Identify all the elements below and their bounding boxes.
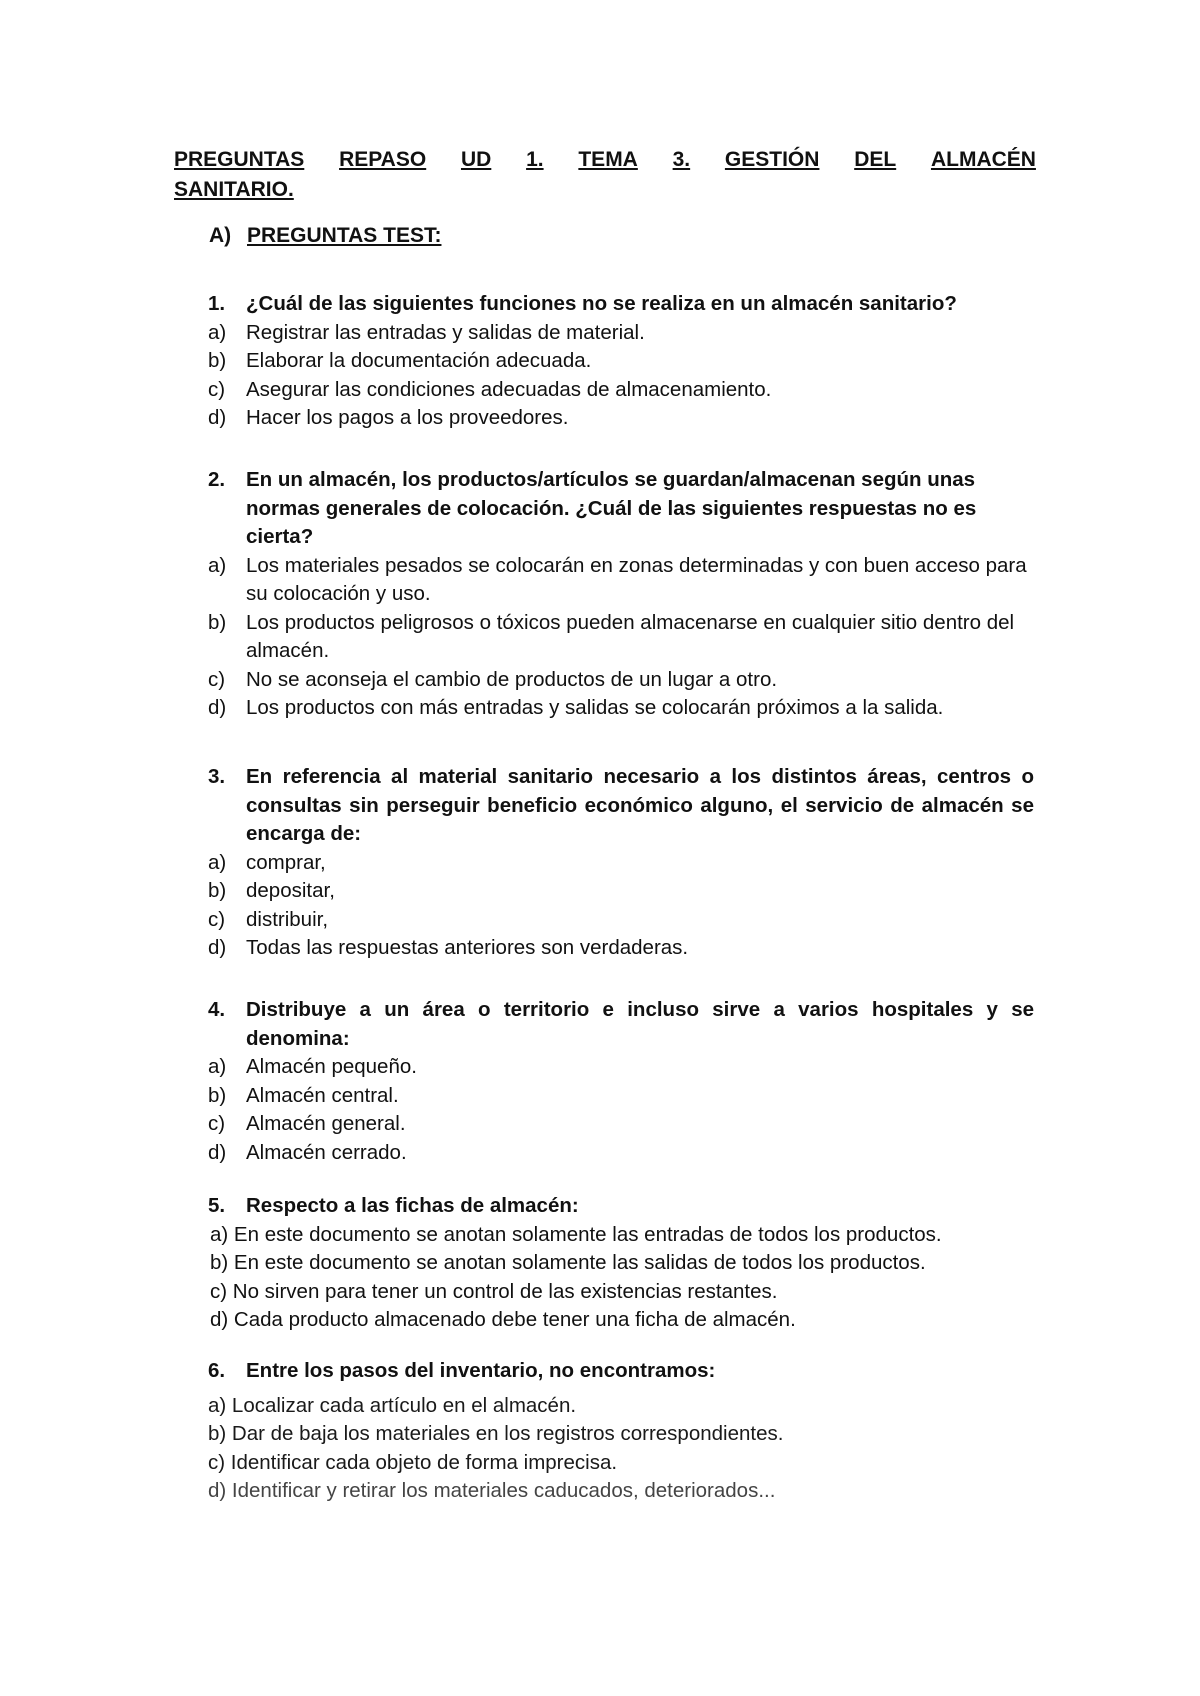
option-text: Almacén pequeño. [246,1055,417,1078]
option-list [208,552,1034,723]
question-number: 6. [208,1359,226,1382]
option-c: c) No sirven para tener un control de las existencias restantes. [210,1279,778,1303]
option-d [208,694,1034,723]
question-text: ¿Cuál de las siguientes funciones no se realiza en un almacén sanitario? [246,292,957,315]
option-text: Almacén general. [246,1112,406,1135]
option-text: Asegurar las condiciones adecuadas de almacenamiento. [246,377,772,401]
option-text: Elaborar la documentación adecuada. [246,349,592,372]
option-letter: b) [208,610,227,634]
question-text: Entre los pasos del inventario, no encontramos: [246,1359,716,1382]
option-text: Almacén cerrado. [246,1140,407,1164]
option-d [208,934,1034,963]
option-letter: c) [208,1112,226,1135]
question-text: Distribuye a un área o territorio e incluso sirve a varios hospitales y se denomina: [246,998,1034,1050]
option-b: b) En este documento se anotan solamente las salidas de todos los productos. [210,1251,926,1274]
question-header [208,763,1034,849]
title-word: UD [460,148,492,171]
option-letter: c) [208,667,226,691]
question-4 [208,996,1034,1167]
title-word: 1. [526,148,544,171]
title-line-2: SANITARIO. [174,178,294,201]
question-6 [208,1357,1034,1506]
option-letter: b) [208,879,227,902]
question-number: 2. [208,468,226,491]
title-word: DEL [854,148,897,171]
option-text: Todas las respuestas anteriores son verdaderas. [246,936,689,959]
option-c [208,666,1034,695]
option-b [208,1082,1034,1111]
question-number: 1. [208,292,226,315]
question-text: En un almacén, los productos/artículos se guardan/almacenan según unas normas generales de colocación. ¿Cuál de las siguientes respuestas no es cierta? [246,468,977,548]
section-letter: A) [209,224,232,247]
question-header [208,1357,1034,1386]
document-title [174,145,1036,205]
option-letter: b) [208,1083,227,1107]
option-letter: a) [208,850,227,874]
question-1 [208,290,1034,433]
option-text: Los materiales pesados se colocarán en zonas determinadas y con buen acceso para su colocación y uso. [246,553,1027,605]
option-b: b) Dar de baja los materiales en los registros correspondientes. [208,1422,784,1445]
option-a: a) Localizar cada artículo en el almacén. [208,1393,577,1417]
option-letter: d) [208,936,227,959]
title-line-1 [174,145,1036,175]
title-word: REPASO [339,148,427,171]
option-a [208,849,1034,878]
option-d: d) Cada producto almacenado debe tener una ficha de almacén. [210,1308,796,1331]
option-text: distribuir, [246,907,329,931]
title-word: ALMACÉN [930,148,1036,171]
option-text: comprar, [246,850,326,874]
option-b [208,609,1034,666]
option-letter: a) [208,553,227,577]
option-d [208,404,1034,433]
section-heading [209,222,441,250]
title-word: 3. [672,148,691,171]
option-d: d) Identificar y retirar los materiales caducados, deteriorados... [208,1479,776,1502]
question-5 [208,1192,1034,1335]
question-header [208,996,1034,1053]
question-3 [208,763,1034,963]
option-text: depositar, [246,879,335,902]
option-c [208,376,1034,405]
question-header [208,1192,1034,1221]
option-letter: c) [208,907,226,931]
title-word: PREGUNTAS [174,148,305,171]
option-letter: c) [208,377,226,401]
option-a [208,319,1034,348]
question-number: 5. [208,1194,226,1217]
question-header [208,466,1034,552]
option-a [208,552,1034,609]
option-c [208,1110,1034,1139]
question-text: En referencia al material sanitario necesario a los distintos áreas, centros o consultas sin perseguir beneficio económico alguno, el servicio de almacén se encarga de: [246,765,1034,845]
option-text: Almacén central. [246,1083,399,1107]
option-list [208,1053,1034,1167]
option-text: Los productos peligrosos o tóxicos pueden almacenarse en cualquier sitio dentro del almacén. [246,610,1015,662]
option-a [208,1053,1034,1082]
option-letter: d) [208,1140,227,1164]
option-letter: a) [208,320,227,344]
option-c [208,906,1034,935]
question-number: 4. [208,998,226,1021]
option-b [208,347,1034,376]
question-text: Respecto a las fichas de almacén: [246,1194,579,1217]
section-label: PREGUNTAS TEST: [247,224,442,247]
option-text: Los productos con más entradas y salidas se colocarán próximos a la salida. [246,696,944,719]
option-d [208,1139,1034,1168]
option-letter: b) [208,349,227,372]
title-word: GESTIÓN [724,148,820,171]
option-c: c) Identificar cada objeto de forma imprecisa. [208,1450,618,1474]
question-number: 3. [208,765,226,788]
option-text: No se aconseja el cambio de productos de un lugar a otro. [246,667,778,691]
option-list [208,849,1034,963]
question-2 [208,466,1034,723]
option-a: a) En este documento se anotan solamente las entradas de todos los productos. [210,1222,942,1246]
title-word: TEMA [578,148,638,171]
option-text: Registrar las entradas y salidas de material. [246,320,645,344]
option-text: Hacer los pagos a los proveedores. [246,406,569,429]
question-header [208,290,1034,319]
option-letter: a) [208,1055,227,1078]
option-letter: d) [208,696,227,719]
option-list [208,319,1034,433]
option-letter: d) [208,406,227,429]
option-b [208,877,1034,906]
